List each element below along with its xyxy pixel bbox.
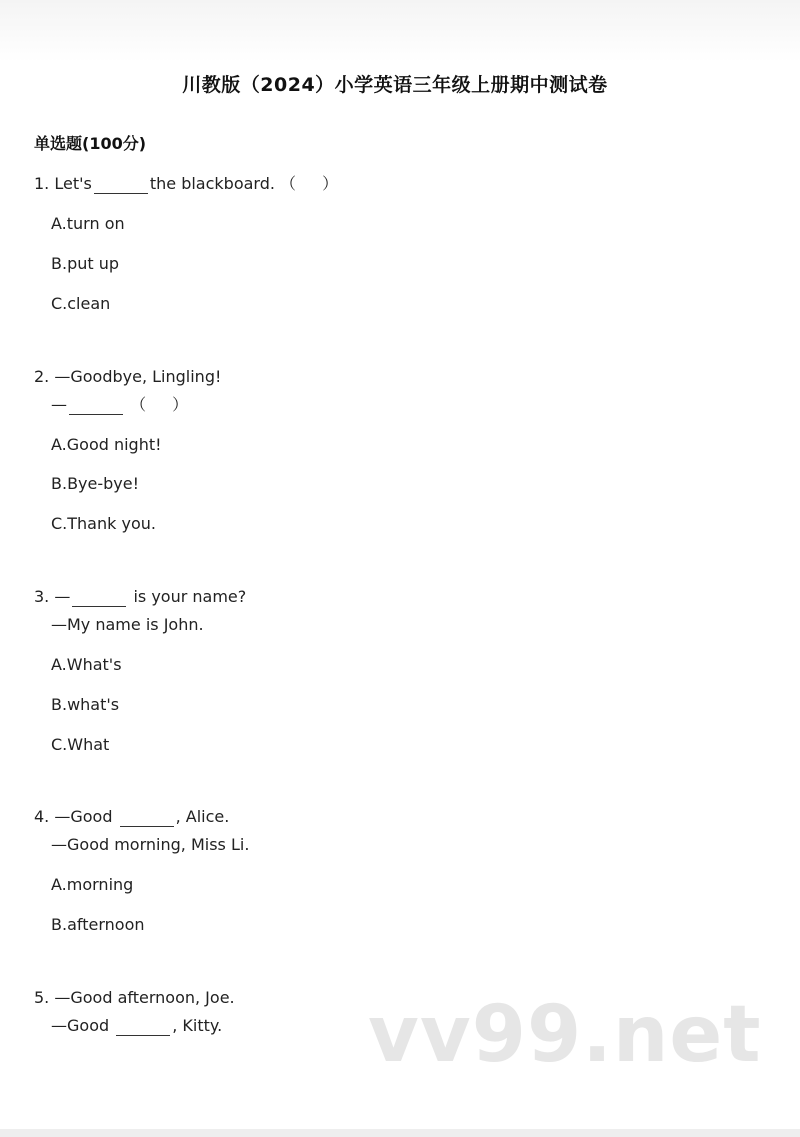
stem-text: —Good afternoon, Joe.: [54, 988, 235, 1007]
watermark: vv99.net: [368, 990, 762, 1080]
page-title: 川教版（2024）小学英语三年级上册期中测试卷: [182, 74, 608, 96]
question-2-option-a: A.Good night!: [51, 435, 162, 454]
stem-after: , Alice.: [175, 807, 230, 826]
stem-before: —Good: [51, 1016, 110, 1035]
question-number: 4.: [34, 807, 50, 826]
question-3-option-a: A.What's: [51, 655, 122, 674]
stem-text: —Goodbye, Lingling!: [54, 367, 222, 386]
stem-before: —Good: [54, 807, 113, 826]
section-heading: 单选题(100分): [34, 134, 147, 153]
answer-paren-right: ）: [322, 174, 339, 193]
question-number: 5.: [34, 988, 50, 1007]
top-shade: [0, 0, 800, 62]
question-5-stem-line-2: [51, 1016, 222, 1036]
answer-paren-left: （: [130, 395, 147, 414]
question-1-option-a: A.turn on: [51, 214, 125, 233]
question-3-option-b: B.what's: [51, 695, 120, 714]
answer-blank: [72, 588, 126, 607]
answer-paren-right: ）: [172, 395, 189, 414]
question-3-stem-line-2: —My name is John.: [51, 615, 204, 634]
question-1-option-c: C.clean: [51, 294, 111, 313]
page-bottom-edge: [0, 1129, 800, 1137]
question-4-option-a: A.morning: [51, 875, 134, 894]
question-number: 3.: [34, 587, 50, 606]
answer-blank: [116, 1017, 170, 1036]
question-4-stem-line-2: —Good morning, Miss Li.: [51, 835, 250, 854]
question-1-option-b: B.put up: [51, 254, 120, 273]
answer-blank: [120, 808, 174, 827]
question-3-option-c: C.What: [51, 735, 110, 754]
question-4-stem-line-1: [34, 807, 229, 827]
question-2-option-b: B.Bye-bye!: [51, 474, 140, 493]
question-3-stem-line-1: [34, 587, 246, 607]
answer-blank: [69, 396, 123, 415]
question-1-stem: [34, 174, 338, 194]
question-2-option-c: C.Thank you.: [51, 514, 156, 533]
answer-blank: [94, 175, 148, 194]
question-2-stem-line-1: [34, 367, 221, 387]
stem-after: , Kitty.: [172, 1016, 223, 1035]
stem-before: —: [51, 395, 67, 414]
question-number: 1.: [34, 174, 50, 193]
question-2-stem-line-2: [51, 395, 188, 415]
question-4-option-b: B.afternoon: [51, 915, 145, 934]
question-5-stem-line-1: [34, 988, 235, 1008]
question-number: 2.: [34, 367, 50, 386]
stem-before: —: [54, 587, 71, 606]
stem-after: is your name?: [133, 587, 247, 606]
answer-paren-left: （: [280, 174, 297, 193]
stem-before: Let's: [54, 174, 92, 193]
stem-after: the blackboard.: [149, 174, 275, 193]
